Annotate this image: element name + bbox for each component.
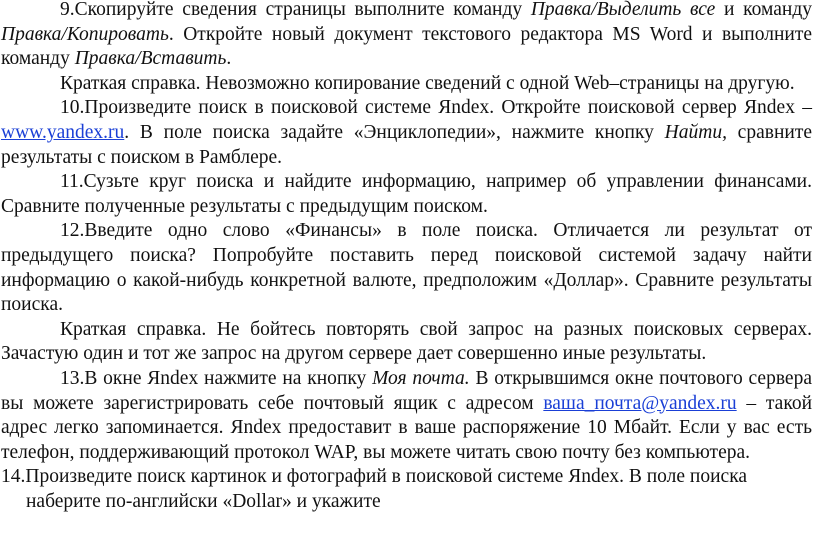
paragraph-14-line-2: наберите по-английски «Dollar» и укажите [26, 490, 381, 512]
p9-text-c: . Откройте новый документ текстового редактора MS Word и выполните команду [1, 23, 812, 70]
email-link[interactable]: ваша_почта@yandex.ru [543, 392, 737, 414]
p13-text-a: 13.В окне Яndex нажмите на кнопку [60, 367, 373, 389]
p13-text-c: – такой адрес легко запоминается. Яndex предоставит в ваше распоряжение 10 Мбайт. Если у вас есть телефон, поддерживающий протокол WAP, вы можете читать свою почту без компьютера. [1, 392, 812, 463]
paragraph-9 [1, 0, 812, 72]
yandex-link[interactable]: www.yandex.ru [1, 121, 125, 143]
p10-text-b: . В поле поиска задайте «Энциклопедии», нажмите кнопку [124, 121, 665, 143]
find-button-name: Найти, [664, 121, 727, 143]
cmd-copy: Правка/Копировать [1, 23, 169, 45]
p9-text-a: 9.Скопируйте сведения страницы выполните команду [60, 0, 531, 20]
note-2: Краткая справка. Не бойтесь повторять свой запрос на разных поисковых серверах. Зачастую один и тот же запрос на другом сервере дает совершенно иные результаты. [1, 318, 812, 365]
cmd-select-all: Правка/Выделить все [530, 0, 716, 20]
cmd-paste: Правка/Вставить [74, 48, 227, 70]
paragraph-10 [1, 96, 812, 170]
paragraph-11: 11.Сузьте круг поиска и найдите информацию, например об управлении финансами. Сравните полученные результаты с предыдущим поиском. [1, 171, 812, 217]
p9-text-d: . [226, 48, 232, 70]
p13-text-b: В открывшимся окне почтового сервера вы можете зарегистрировать себе почтовый ящик с адресом [1, 367, 812, 414]
p9-text-b: и команду [715, 0, 812, 20]
mail-button-name: Моя почта. [372, 367, 470, 389]
p10-text-c: сравните результаты с поиском в Рамблере. [1, 121, 812, 168]
paragraph-12: 12.Введите одно слово «Финансы» в поле поиска. Отличается ли результат от предыдущего поиска? Попробуйте поставить перед поисковой системой задачу найти информацию о какой-нибудь конкретной валюте, предположим «Доллар». Сравните результаты поиска. [1, 220, 812, 316]
p10-text-a: 10.Произведите поиск в поисковой системе Яndex. Откройте поисковой сервер Яndex – [60, 97, 812, 119]
paragraph-14-line-1: 14.Произведите поиск картинок и фотографий в поисковой системе Яndex. В поле поиска [1, 466, 748, 488]
note-1: Краткая справка. Невозможно копирование сведений с одной Web–страницы на другую. [60, 72, 795, 94]
paragraph-13 [1, 367, 812, 465]
